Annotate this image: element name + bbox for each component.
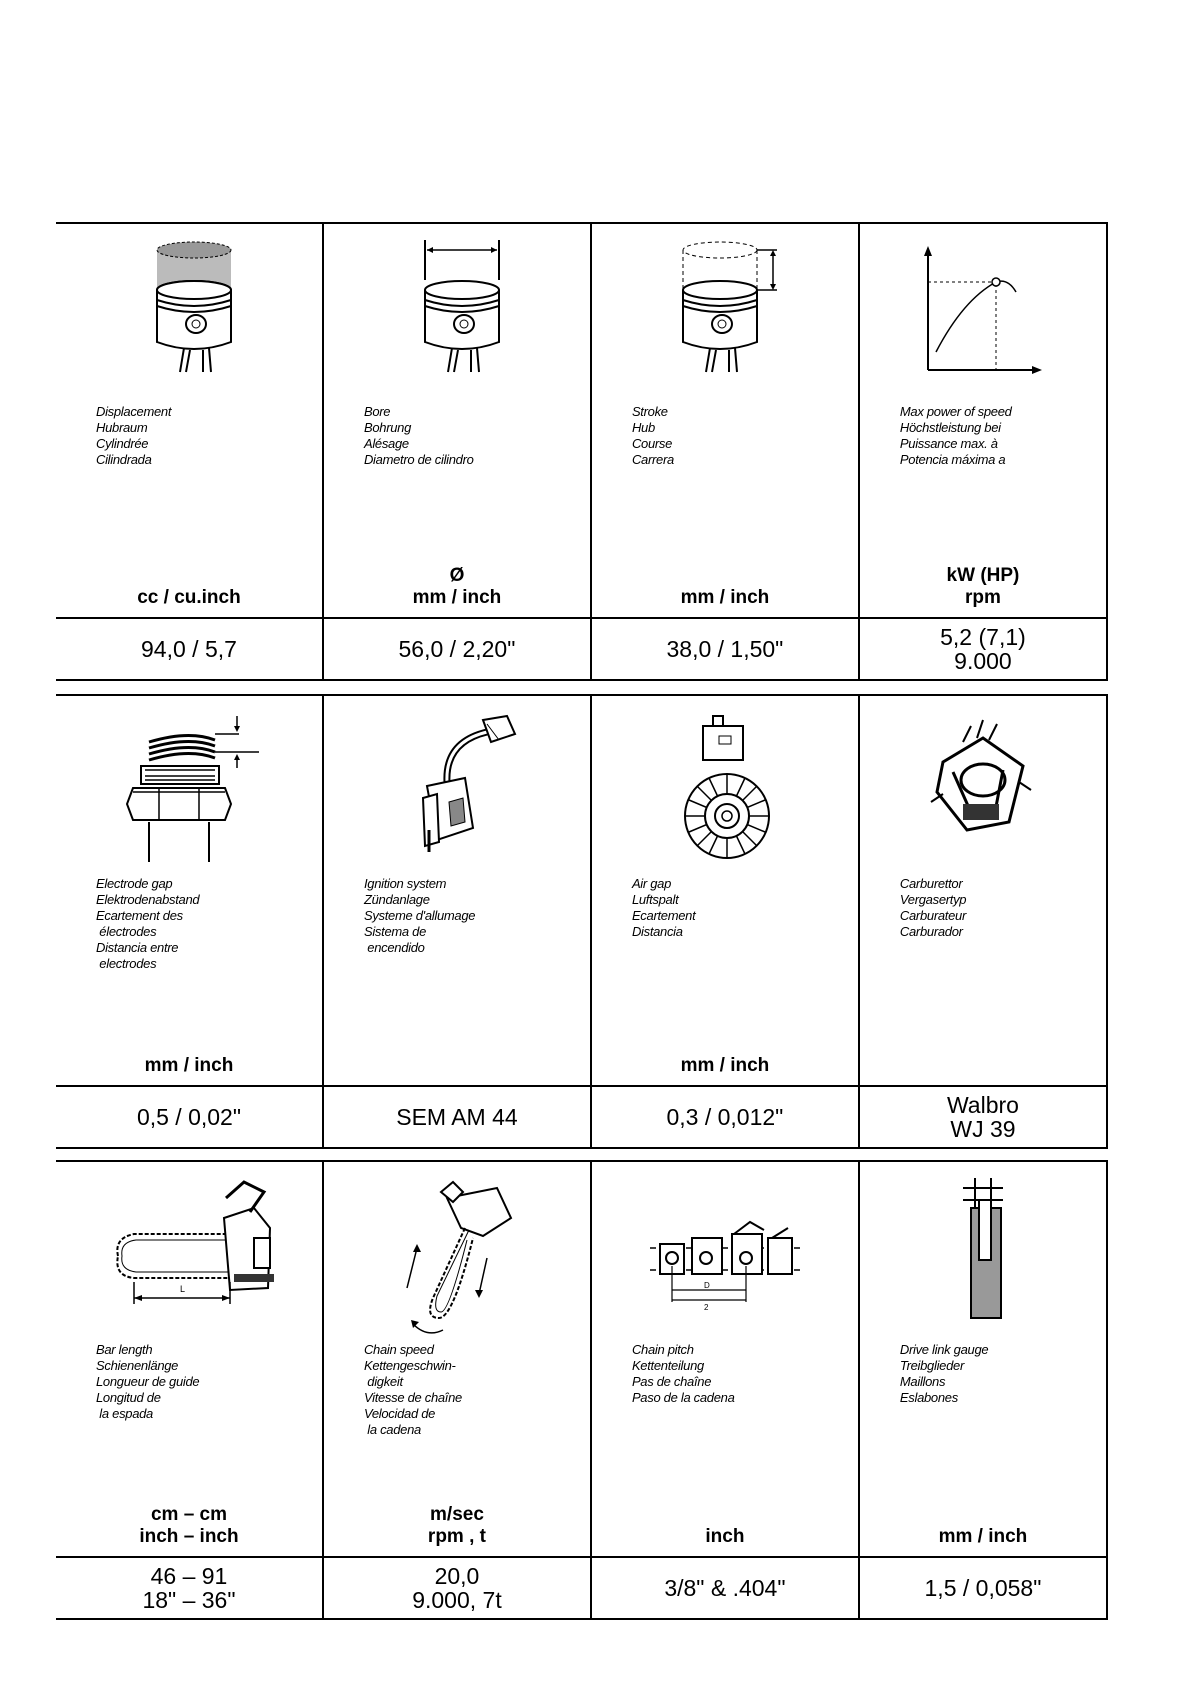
label-en: Carburettor	[899, 876, 963, 891]
value-drive-link: 1,5 / 0,058"	[860, 1558, 1108, 1618]
label-de: Elektrodenabstand	[96, 892, 200, 907]
label-fr: Vitesse de chaîne	[363, 1390, 462, 1405]
piston-stroke-icon	[592, 240, 858, 390]
unit-label: cc / cu.inch	[137, 587, 241, 608]
label-list	[632, 1342, 852, 1406]
label-de: Luftspalt	[631, 892, 679, 907]
label-list	[364, 1342, 584, 1438]
label-es-cont: la espada	[96, 1406, 153, 1421]
unit-label: mm / inch	[680, 587, 770, 608]
label-en: Bar length	[96, 1342, 153, 1357]
spec-value-row	[56, 1085, 1108, 1147]
spark-plug-icon	[56, 712, 322, 862]
spec-value-row	[56, 1556, 1108, 1618]
label-es: Longitud de	[96, 1390, 161, 1405]
svg-text:D: D	[703, 1281, 710, 1290]
label-fr: Ecartement	[631, 908, 696, 923]
unit-label: inch	[705, 1526, 745, 1547]
carburettor-icon	[860, 712, 1106, 862]
spec-cell-drive-link	[860, 1162, 1108, 1556]
label-fr: Cylindrée	[96, 436, 149, 451]
label-de: Kettenteilung	[631, 1358, 704, 1373]
label-fr: Alésage	[363, 436, 409, 451]
value-bore: 56,0 / 2,20"	[324, 619, 592, 679]
label-list	[364, 876, 584, 956]
label-es: Diametro de cilindro	[363, 452, 474, 467]
value-max-power: 5,2 (7,1) 9.000	[860, 619, 1108, 679]
spec-block-1	[56, 222, 1108, 681]
label-fr: Longueur de guide	[96, 1374, 200, 1389]
value-electrode-gap: 0,5 / 0,02"	[56, 1087, 324, 1147]
spec-header-row	[56, 224, 1108, 617]
unit-label: mm / inch	[144, 1055, 234, 1076]
power-curve-icon	[860, 240, 1106, 390]
value-chain-speed: 20,0 9.000, 7t	[324, 1558, 592, 1618]
label-de: Treibglieder	[899, 1358, 964, 1373]
label-de: Vergasertyp	[899, 892, 967, 907]
label-es: Carrera	[631, 452, 674, 467]
label-en: Displacement	[96, 404, 172, 419]
value-stroke: 38,0 / 1,50"	[592, 619, 860, 679]
svg-text:L: L	[179, 1284, 185, 1294]
label-es: Sistema de	[363, 924, 427, 939]
spec-cell-carburettor	[860, 696, 1108, 1085]
unit-label: mm / inch	[938, 1526, 1028, 1547]
chain-speed-icon	[324, 1178, 590, 1328]
label-list	[96, 1342, 316, 1422]
label-list	[632, 876, 852, 940]
spec-header-row	[56, 1162, 1108, 1556]
label-list	[96, 404, 316, 468]
ignition-coil-icon	[324, 712, 590, 862]
chainsaw-bar-icon	[56, 1178, 322, 1328]
label-list	[632, 404, 852, 468]
spec-cell-stroke	[592, 224, 860, 617]
label-fr: Ecartement des	[96, 908, 183, 923]
label-de: Höchstleistung bei	[899, 420, 1001, 435]
label-de-cont: digkeit	[363, 1374, 403, 1389]
spec-block-2	[56, 694, 1108, 1149]
label-en: Max power of speed	[899, 404, 1012, 419]
spec-cell-max-power	[860, 224, 1108, 617]
piston-displacement-icon	[56, 240, 322, 390]
label-es: Cilindrada	[96, 452, 152, 467]
label-fr-cont: électrodes	[96, 924, 157, 939]
spec-value-row	[56, 617, 1108, 679]
piston-bore-icon	[324, 240, 590, 390]
label-list	[900, 404, 1100, 468]
flywheel-icon	[592, 712, 858, 862]
label-list	[900, 1342, 1100, 1406]
unit-label: mm / inch	[680, 1055, 770, 1076]
label-es: Carburador	[899, 924, 963, 939]
label-es: Paso de la cadena	[631, 1390, 735, 1405]
label-en: Drive link gauge	[899, 1342, 989, 1357]
label-de: Zündanlage	[363, 892, 430, 907]
label-list	[96, 876, 316, 972]
unit-label: kW (HP) rpm	[946, 565, 1020, 608]
label-es-cont: encendido	[363, 940, 425, 955]
spec-cell-ignition	[324, 696, 592, 1085]
label-es: Distancia	[631, 924, 683, 939]
spec-cell-air-gap	[592, 696, 860, 1085]
label-en: Electrode gap	[96, 876, 173, 891]
label-en: Ignition system	[363, 876, 447, 891]
spec-cell-bore	[324, 224, 592, 617]
spec-cell-bar-length	[56, 1162, 324, 1556]
value-displacement: 94,0 / 5,7	[56, 619, 324, 679]
label-fr: Course	[631, 436, 673, 451]
label-de: Hub	[631, 420, 655, 435]
label-fr: Maillons	[899, 1374, 946, 1389]
label-es: Potencia máxima a	[899, 452, 1006, 467]
value-ignition: SEM AM 44	[324, 1087, 592, 1147]
spec-header-row	[56, 696, 1108, 1085]
spec-cell-chain-speed	[324, 1162, 592, 1556]
label-es: Eslabones	[899, 1390, 958, 1405]
label-fr: Puissance max. à	[899, 436, 998, 451]
label-en: Chain pitch	[631, 1342, 694, 1357]
unit-label: cm – cm inch – inch	[139, 1504, 239, 1547]
unit-label: Ø mm / inch	[412, 565, 502, 608]
unit-label: m/sec rpm , t	[427, 1504, 486, 1547]
value-chain-pitch: 3/8" & .404"	[592, 1558, 860, 1618]
label-fr: Carburateur	[899, 908, 966, 923]
chain-pitch-icon	[592, 1178, 858, 1328]
spec-cell-electrode-gap	[56, 696, 324, 1085]
drive-link-gauge-icon	[860, 1178, 1106, 1328]
spec-cell-displacement	[56, 224, 324, 617]
spec-cell-chain-pitch	[592, 1162, 860, 1556]
label-de: Kettengeschwin-	[363, 1358, 456, 1373]
label-list	[900, 876, 1100, 940]
value-air-gap: 0,3 / 0,012"	[592, 1087, 860, 1147]
label-es-cont: electrodes	[96, 956, 157, 971]
label-es: Velocidad de	[363, 1406, 436, 1421]
label-en: Bore	[363, 404, 391, 419]
label-de: Bohrung	[363, 420, 412, 435]
value-carburettor: Walbro WJ 39	[860, 1087, 1108, 1147]
value-bar-length: 46 – 91 18" – 36"	[56, 1558, 324, 1618]
label-de: Hubraum	[96, 420, 148, 435]
spec-block-3	[56, 1160, 1108, 1620]
label-en: Air gap	[631, 876, 672, 891]
label-de: Schienenlänge	[96, 1358, 179, 1373]
label-fr: Pas de chaîne	[631, 1374, 712, 1389]
svg-text:2: 2	[703, 1303, 709, 1312]
label-en: Stroke	[631, 404, 668, 419]
label-list	[364, 404, 584, 468]
label-es: Distancia entre	[96, 940, 179, 955]
label-en: Chain speed	[363, 1342, 434, 1357]
label-es-cont: la cadena	[363, 1422, 421, 1437]
label-fr: Systeme d'allumage	[363, 908, 476, 923]
